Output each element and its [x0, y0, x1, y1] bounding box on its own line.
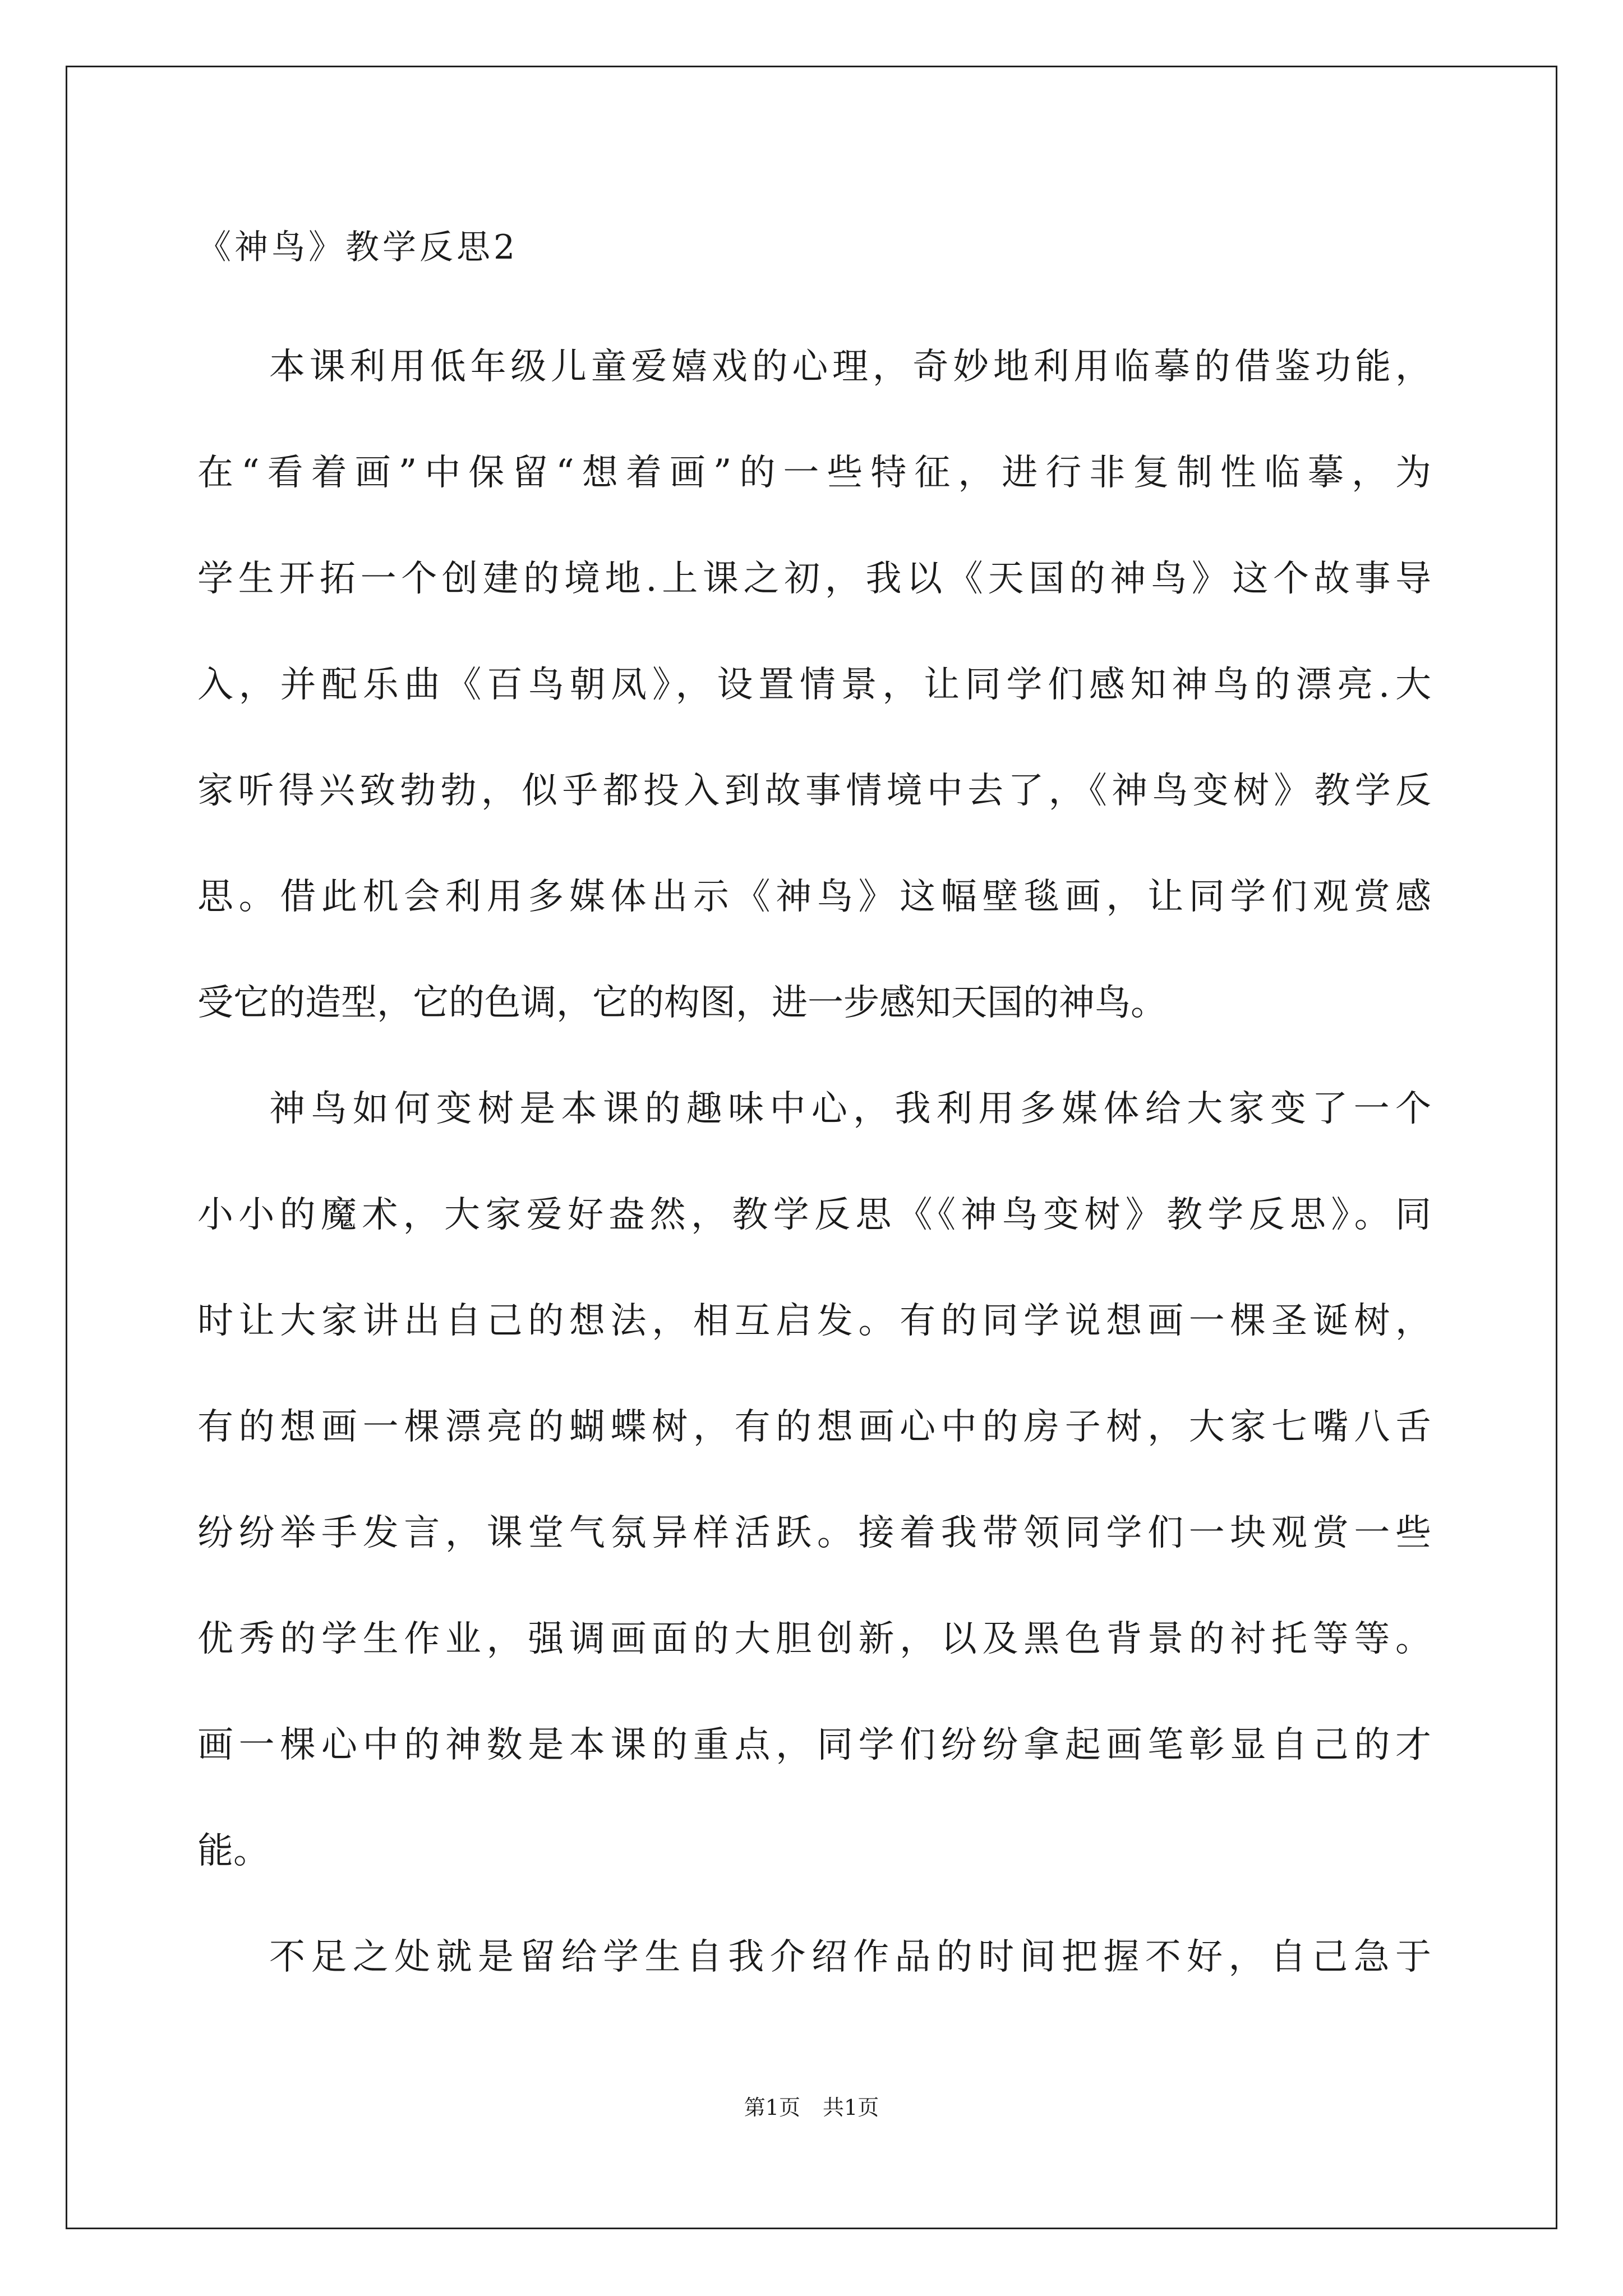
page-number-current: 第1页 [744, 2095, 800, 2120]
text-line: 能。 [197, 1830, 269, 1872]
text-line: 入，并配乐曲《百鸟朝凤》，设置情景，让同学们感知神鸟的漂亮.大 [197, 664, 1431, 706]
text-line: 有的想画一棵漂亮的蝴蝶树，有的想画心中的房子树，大家七嘴八舌 [197, 1406, 1431, 1448]
text-line: 小小的魔术，大家爱好盎然，教学反思《《神鸟变树》教学反思》。同 [197, 1194, 1431, 1236]
document-body [197, 314, 1431, 2010]
text-line: 思。借此机会利用多媒体出示《神鸟》这幅壁毯画，让同学们观赏感 [197, 876, 1431, 918]
text-line: 时让大家讲出自己的想法，相互启发。有的同学说想画一棵圣诞树， [197, 1300, 1431, 1342]
text-line: 本课利用低年级儿童爱嬉戏的心理，奇妙地利用临摹的借鉴功能， [269, 346, 1431, 388]
page-number-total: 共1页 [823, 2095, 879, 2120]
text-line: 在“看着画”中保留“想着画”的一些特征，进行非复制性临摹，为 [197, 452, 1431, 494]
text-line: 画一棵心中的神数是本课的重点，同学们纷纷拿起画笔彰显自己的才 [197, 1724, 1431, 1766]
text-line: 家听得兴致勃勃，似乎都投入到故事情境中去了，《神鸟变树》教学反 [197, 770, 1431, 812]
text-line: 不足之处就是留给学生自我介绍作品的时间把握不好，自己急于 [269, 1936, 1431, 1978]
document-title: 《神鸟》教学反思2 [197, 228, 519, 267]
text-line: 神鸟如何变树是本课的趣味中心，我利用多媒体给大家变了一个 [269, 1088, 1431, 1130]
page-footer [0, 2091, 1623, 2124]
text-line: 学生开拓一个创建的境地.上课之初，我以《天国的神鸟》这个故事导 [197, 558, 1431, 600]
text-line: 受它的造型，它的色调，它的构图，进一步感知天国的神鸟。 [197, 982, 1166, 1024]
text-line: 纷纷举手发言，课堂气氛异样活跃。接着我带领同学们一块观赏一些 [197, 1512, 1431, 1554]
text-line: 优秀的学生作业，强调画面的大胆创新，以及黑色背景的衬托等等。 [197, 1618, 1431, 1660]
